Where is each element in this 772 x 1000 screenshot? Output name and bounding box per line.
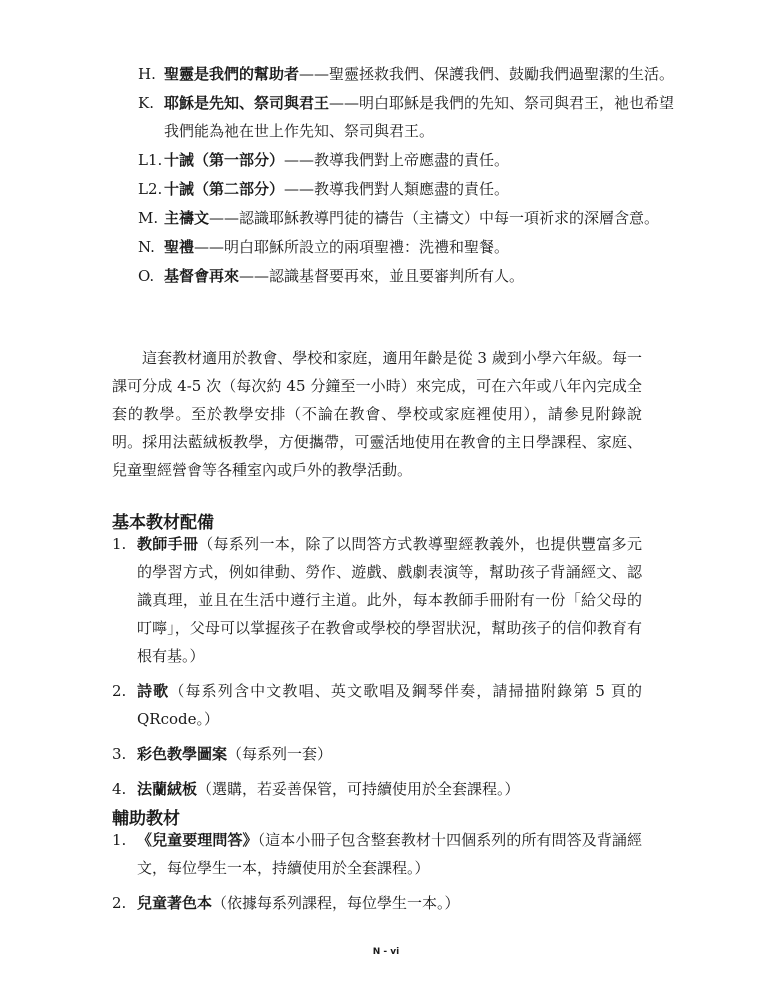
page-number: N - vi [372,947,400,957]
topic-title: 聖靈是我們的幫助者 [164,65,300,83]
topic-letter: L2. [138,180,163,198]
item-number: 3. [112,745,127,763]
item-text: （依據每系列課程，每位學生一本。） [212,894,460,912]
topic-list [138,60,678,291]
item-number: 1. [112,831,127,849]
topic-item [138,175,678,203]
item-number: 2. [112,894,127,912]
topic-text: ——教導我們對上帝應盡的責任。 [284,151,510,169]
list-item [112,889,642,917]
topic-text: ——教導我們對人類應盡的責任。 [284,180,510,198]
list-item [112,826,642,882]
topic-item [138,89,678,145]
item-title: 法蘭絨板 [137,780,198,798]
item-text: （每系列含中文教唱、英文歌唱及鋼琴伴奏，請掃描附錄第 5 頁的 QRcode。） [137,682,642,728]
intro-paragraph: 這套教材適用於教會、學校和家庭，適用年齡是從 3 歲到小學六年級。每一課可分成 4-5 次（每次約 45 分鐘至一小時）來完成，可在六年或八年內完成全套的教學。至於教學安排（不論在教會、學校或家庭裡使用），請參見附錄說明。採用法藍絨板教學，方便攜帶，可靈活地使用在教會的主日學課程、家庭、兒童聖經營會等各種室內或戶外的教學活動。 [112,349,642,479]
topic-item [138,262,678,290]
item-title: 《兒童要理問答》 [137,831,258,849]
topic-title: 十誡（第一部分） [164,151,285,169]
topic-title: 主禱文 [164,209,210,227]
item-text: （這本小冊子包含整套教材十四個系列的所有問答及背誦經文，每位學生一本，持續使用於全套課程。） [137,831,642,877]
topic-text: ——認識基督要再來，並且要審判所有人。 [239,267,525,285]
item-text: （每系列一套） [227,745,333,763]
basic-materials-heading: 基本教材配備 [112,513,214,533]
topic-item [138,204,678,232]
topic-letter: M. [138,209,159,227]
topic-title: 聖禮 [164,238,195,256]
topic-text: ——認識耶穌教導門徒的禱告（主禱文）中每一項祈求的深層含意。 [209,209,660,227]
topic-text: ——明白耶穌所設立的兩項聖禮：洗禮和聖餐。 [194,238,510,256]
item-number: 4. [112,780,127,798]
topic-title: 基督會再來 [164,267,240,285]
topic-letter: K. [138,94,154,112]
item-title: 詩歌 [137,682,170,700]
list-item [112,530,642,670]
item-text: （每系列一本，除了以問答方式教導聖經教義外，也提供豐富多元的學習方式，例如律動、勞作、遊戲、戲劇表演等，幫助孩子背誦經文、認識真理，並且在生活中遵行主道。此外，每本教師手冊附有一份「給父母的叮嚀」，父母可以掌握孩子在教會或學校的學習狀況，幫助孩子的信仰教育有根有基。） [137,535,642,665]
topic-item [138,233,678,261]
auxiliary-materials-list [112,826,642,924]
topic-title: 十誡（第二部分） [164,180,285,198]
item-title: 教師手冊 [137,535,199,553]
topic-title: 耶穌是先知、祭司與君王 [164,94,330,112]
list-item [112,677,642,733]
item-number: 1. [112,535,127,553]
topic-letter: O. [138,267,155,285]
topic-text: ——明白耶穌是我們的先知、祭司與君王，祂也希望我們能為祂在世上作先知、祭司與君王。 [164,94,675,140]
topic-letter: H. [138,65,156,83]
topic-letter: L1. [138,151,163,169]
item-title: 兒童著色本 [137,894,213,912]
topic-item [138,60,678,88]
item-number: 2. [112,682,127,700]
item-title: 彩色教學圖案 [137,745,228,763]
list-item [112,775,642,803]
topic-letter: N. [138,238,155,256]
item-text: （選購，若妥善保管，可持續使用於全套課程。） [197,780,520,798]
auxiliary-materials-heading: 輔助教材 [112,809,180,829]
topic-text: ——聖靈拯救我們、保護我們、鼓勵我們過聖潔的生活。 [299,65,675,83]
list-item [112,740,642,768]
basic-materials-list [112,530,642,810]
topic-item [138,146,678,174]
